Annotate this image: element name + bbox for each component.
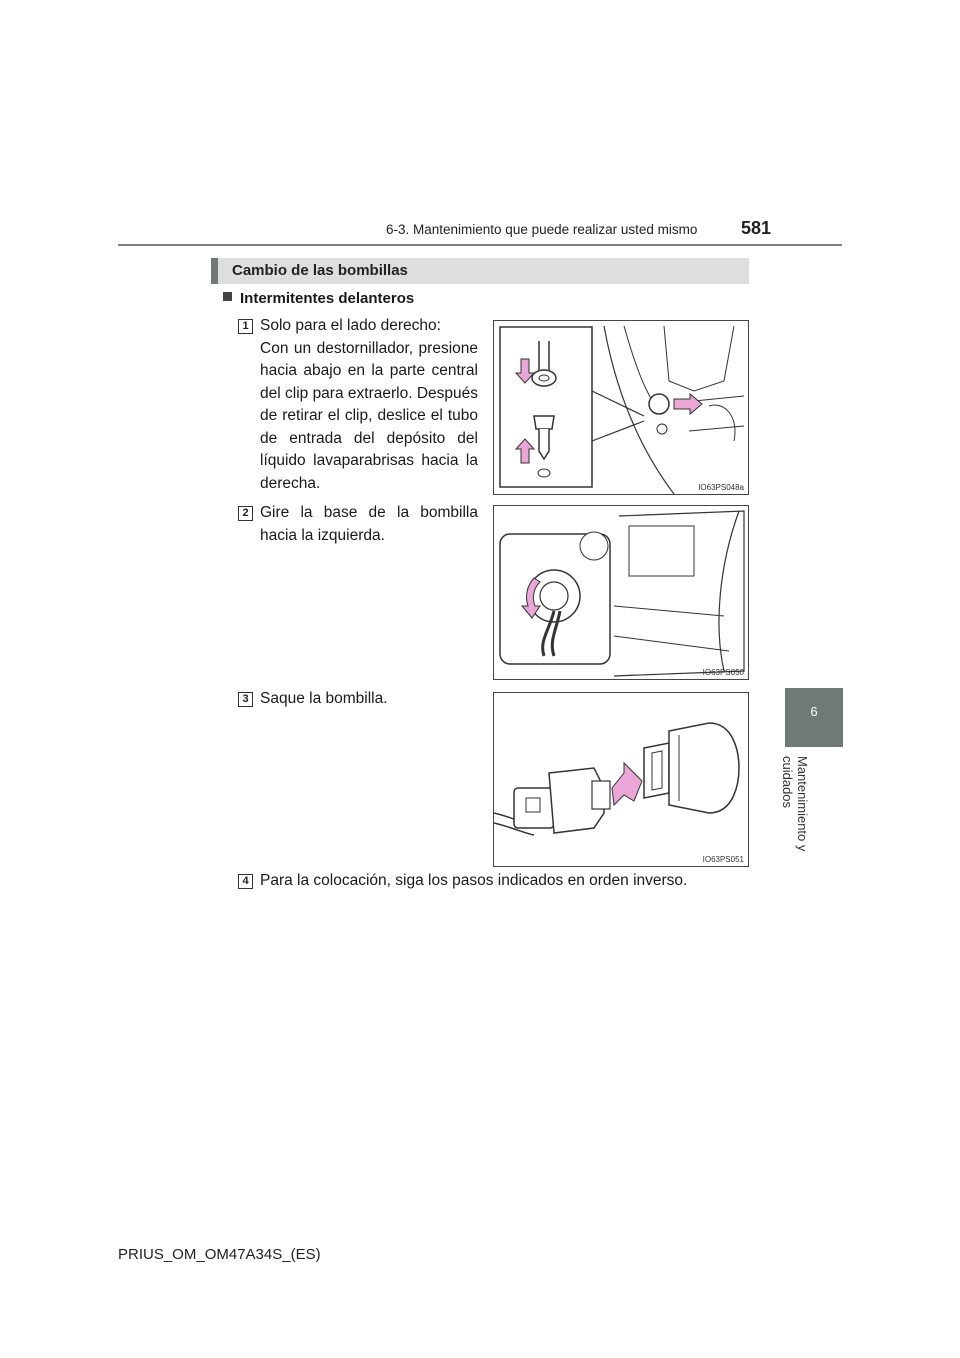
step-2-text: Gire la base de la bombilla hacia la izquierda.	[260, 504, 478, 544]
step-number-3: 3	[238, 692, 253, 707]
header-section-title: 6-3. Mantenimiento que puede realizar usted mismo	[386, 222, 698, 237]
step-number-1: 1	[238, 319, 253, 334]
figure-code: IO63PS048a	[698, 483, 744, 492]
page-number: 581	[741, 218, 772, 238]
section-title: Cambio de las bombillas	[232, 262, 408, 279]
step-4-text: Para la colocación, siga los pasos indicados en orden inverso.	[260, 872, 688, 889]
step-3-text: Saque la bombilla.	[260, 690, 388, 707]
step-1-text	[260, 315, 478, 495]
square-bullet-icon	[223, 292, 232, 301]
clip-removal-illustration	[494, 321, 748, 494]
bulb-removal-illustration	[494, 693, 748, 866]
figure-bulb-removal	[493, 692, 749, 867]
subheading-text: Intermitentes delanteros	[240, 290, 415, 307]
section-title-bar	[211, 258, 749, 284]
figure-code: IO63PS050	[702, 668, 744, 677]
step-number-4: 4	[238, 874, 253, 889]
bulb-base-illustration	[494, 506, 748, 679]
header-divider	[118, 244, 842, 246]
subheading	[223, 290, 414, 307]
step-number-2: 2	[238, 506, 253, 521]
chapter-number: 6	[810, 704, 818, 719]
document-code: PRIUS_OM_OM47A34S_(ES)	[118, 1246, 321, 1263]
figure-clip-removal	[493, 320, 749, 495]
chapter-tab	[785, 688, 843, 747]
step-1-body: Con un destornillador, presione hacia abajo en la parte central del clip para extraerlo. Después de retirar el clip, deslice el tubo de entrada del depósito del líquido lavaparabrisas hacia la derecha.	[260, 339, 478, 492]
figure-bulb-base	[493, 505, 749, 680]
figure-code: IO63PS051	[702, 855, 744, 864]
chapter-title: Mantenimiento y cuidados	[780, 756, 810, 852]
step-1-line1: Solo para el lado derecho:	[260, 317, 441, 334]
